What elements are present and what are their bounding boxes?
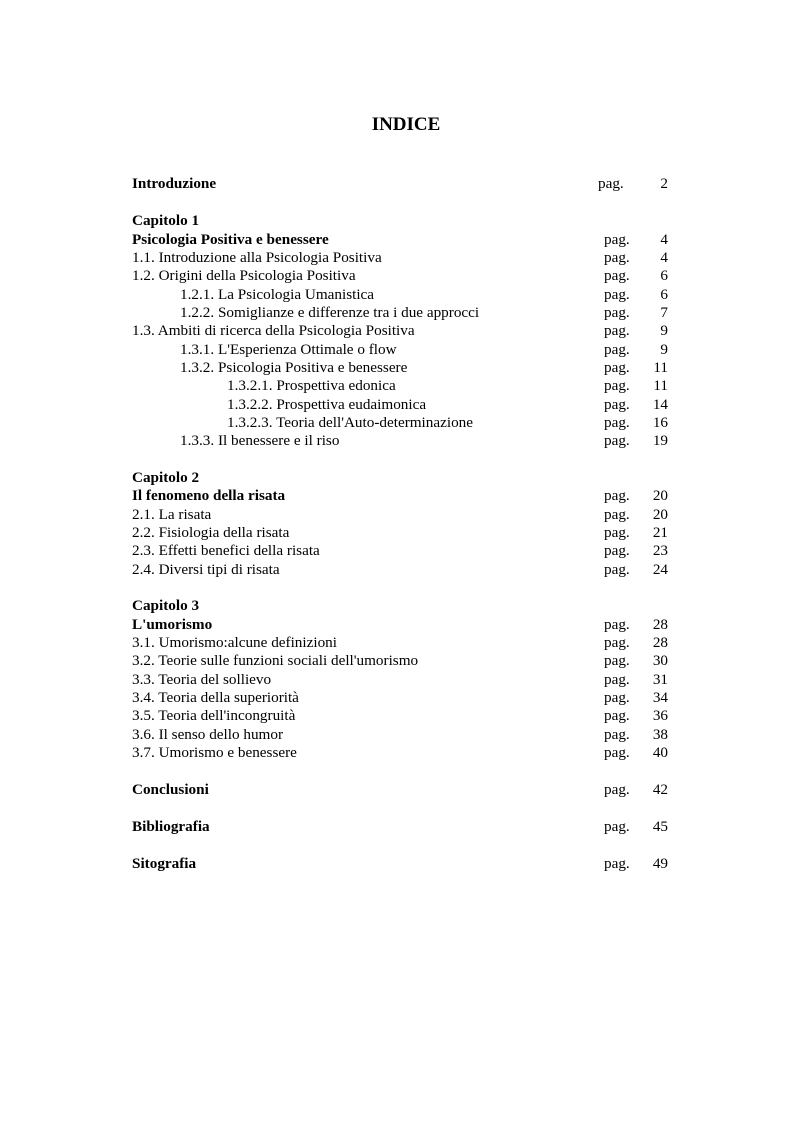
page-label: pag. xyxy=(604,377,630,394)
entry-label: Conclusioni xyxy=(132,781,209,798)
page-label: pag. xyxy=(604,689,630,706)
toc-entry xyxy=(0,341,794,359)
page-title: INDICE xyxy=(371,114,441,135)
entry-label: 2.2. Fisiologia della risata xyxy=(132,524,290,541)
entry-label: L'umorismo xyxy=(132,616,213,633)
page-number: 40 xyxy=(652,744,668,761)
page-label: pag. xyxy=(604,267,630,284)
page-label: pag. xyxy=(604,304,630,321)
page-number: 11 xyxy=(653,377,668,394)
page-label: pag. xyxy=(604,781,630,798)
chapter-heading xyxy=(0,469,794,487)
page-number: 36 xyxy=(652,707,668,724)
page-number: 34 xyxy=(652,689,668,706)
page-number: 28 xyxy=(652,616,668,633)
toc-entry xyxy=(0,249,794,267)
toc-entry xyxy=(0,707,794,725)
page-label: pag. xyxy=(604,634,630,651)
page-number: 16 xyxy=(652,414,668,431)
entry-label: 2.3. Effetti benefici della risata xyxy=(132,542,320,559)
toc-entry xyxy=(0,524,794,542)
page-number: 20 xyxy=(652,487,668,504)
page-label: pag. xyxy=(604,855,630,872)
page-number: 14 xyxy=(652,396,668,413)
entry-label: 1.3.2.1. Prospettiva edonica xyxy=(227,377,396,394)
page-label: pag. xyxy=(604,432,630,449)
page-label: pag. xyxy=(604,542,630,559)
page-label: pag. xyxy=(604,524,630,541)
toc-entry xyxy=(0,506,794,524)
entry-label: 1.3. Ambiti di ricerca della Psicologia Positiva xyxy=(132,322,415,339)
toc-entry xyxy=(0,855,794,873)
page-label: pag. xyxy=(604,487,630,504)
entry-label: 1.2.1. La Psicologia Umanistica xyxy=(180,286,375,303)
page-label: pag. xyxy=(604,249,630,266)
page-number: 19 xyxy=(652,432,668,449)
entry-label: 1.2. Origini della Psicologia Positiva xyxy=(132,267,356,284)
entry-label: 1.3.2.3. Teoria dell'Auto-determinazione xyxy=(227,414,474,431)
page-number: 23 xyxy=(652,542,668,559)
page-number: 2 xyxy=(660,175,668,192)
page-label: pag. xyxy=(604,726,630,743)
entry-label: 2.4. Diversi tipi di risata xyxy=(132,561,280,578)
entry-label: 3.6. Il senso dello humor xyxy=(132,726,284,743)
page-number: 45 xyxy=(652,818,668,835)
entry-label: Capitolo 2 xyxy=(132,469,200,486)
page-label: pag. xyxy=(604,561,630,578)
entry-label: Bibliografia xyxy=(132,818,210,835)
page-label: pag. xyxy=(604,671,630,688)
toc-entry xyxy=(0,781,794,799)
page-label: pag. xyxy=(598,175,624,192)
entry-label: Capitolo 3 xyxy=(132,597,200,614)
toc-entry xyxy=(0,818,794,836)
page-number: 42 xyxy=(652,781,668,798)
page-label: pag. xyxy=(604,818,630,835)
page-label: pag. xyxy=(604,506,630,523)
toc-entry xyxy=(0,487,794,505)
page-label: pag. xyxy=(604,616,630,633)
entry-label: 3.4. Teoria della superiorità xyxy=(132,689,299,706)
entry-label: 3.7. Umorismo e benessere xyxy=(132,744,297,761)
entry-label: 3.2. Teorie sulle funzioni sociali dell'umorismo xyxy=(132,652,419,669)
page-number: 28 xyxy=(652,634,668,651)
toc-entry xyxy=(0,175,794,193)
toc-entry xyxy=(0,671,794,689)
entry-label: 3.1. Umorismo:alcune definizioni xyxy=(132,634,337,651)
toc-entry xyxy=(0,286,794,304)
page-number: 21 xyxy=(652,524,668,541)
entry-label: 3.5. Teoria dell'incongruità xyxy=(132,707,296,724)
page-label: pag. xyxy=(604,341,630,358)
toc-entry xyxy=(0,652,794,670)
entry-label: 1.3.2.2. Prospettiva eudaimonica xyxy=(227,396,427,413)
chapter-heading xyxy=(0,212,794,230)
page-number: 9 xyxy=(660,341,668,358)
chapter-heading xyxy=(0,597,794,615)
toc-entry xyxy=(0,322,794,340)
toc-entry xyxy=(0,414,794,432)
page-number: 11 xyxy=(653,359,668,376)
toc-entry xyxy=(0,432,794,450)
page-label: pag. xyxy=(604,231,630,248)
page-label: pag. xyxy=(604,396,630,413)
page-number: 31 xyxy=(652,671,668,688)
toc-entry xyxy=(0,689,794,707)
page-label: pag. xyxy=(604,652,630,669)
page-number: 6 xyxy=(660,267,668,284)
entry-label: 1.3.2. Psicologia Positiva e benessere xyxy=(180,359,408,376)
toc-entry xyxy=(0,561,794,579)
entry-label: 3.3. Teoria del sollievo xyxy=(132,671,272,688)
toc-entry xyxy=(0,616,794,634)
entry-label: 1.2.2. Somiglianze e differenze tra i due approcci xyxy=(180,304,480,321)
page-label: pag. xyxy=(604,707,630,724)
page-label: pag. xyxy=(604,359,630,376)
page-label: pag. xyxy=(604,286,630,303)
page-number: 30 xyxy=(652,652,668,669)
toc-entry xyxy=(0,396,794,414)
toc-entry xyxy=(0,267,794,285)
toc-entry xyxy=(0,231,794,249)
page-number: 20 xyxy=(652,506,668,523)
entry-label: Sitografia xyxy=(132,855,197,872)
page-number: 4 xyxy=(660,231,668,248)
page-number: 24 xyxy=(652,561,668,578)
entry-label: Psicologia Positiva e benessere xyxy=(132,231,329,248)
page-label: pag. xyxy=(604,744,630,761)
toc-entry xyxy=(0,744,794,762)
page-label: pag. xyxy=(604,322,630,339)
entry-label: Introduzione xyxy=(132,175,217,192)
page-number: 7 xyxy=(660,304,668,321)
toc-entry xyxy=(0,377,794,395)
toc-entry xyxy=(0,304,794,322)
page-number: 38 xyxy=(652,726,668,743)
page-number: 9 xyxy=(660,322,668,339)
toc-entry xyxy=(0,726,794,744)
entry-label: 2.1. La risata xyxy=(132,506,212,523)
entry-label: Il fenomeno della risata xyxy=(132,487,286,504)
page-number: 4 xyxy=(660,249,668,266)
page-label: pag. xyxy=(604,414,630,431)
toc-entry xyxy=(0,542,794,560)
page-number: 49 xyxy=(652,855,668,872)
entry-label: 1.3.3. Il benessere e il riso xyxy=(180,432,340,449)
page-number: 6 xyxy=(660,286,668,303)
entry-label: 1.3.1. L'Esperienza Ottimale o flow xyxy=(180,341,397,358)
entry-label: 1.1. Introduzione alla Psicologia Positiva xyxy=(132,249,382,266)
toc-entry xyxy=(0,634,794,652)
entry-label: Capitolo 1 xyxy=(132,212,200,229)
toc-entry xyxy=(0,359,794,377)
